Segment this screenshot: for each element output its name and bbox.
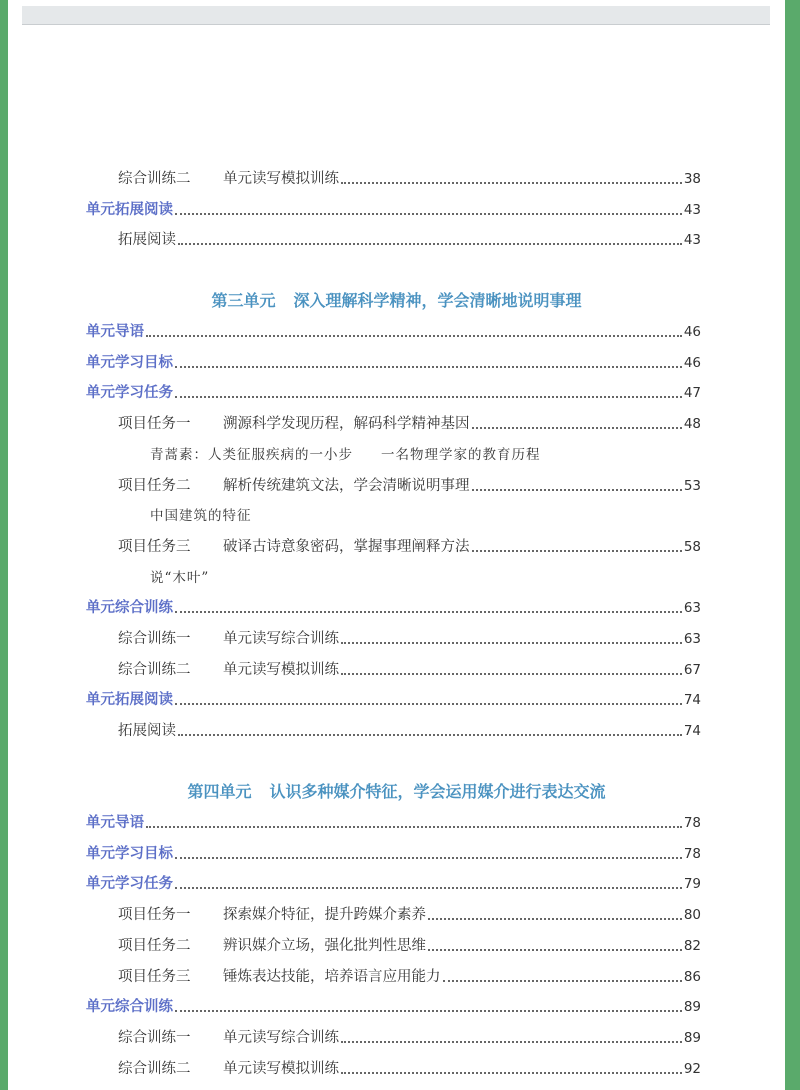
toc-entry[interactable] bbox=[86, 838, 701, 864]
toc-entry-label: 项目任务一 bbox=[118, 416, 191, 433]
toc-page-number: 46 bbox=[683, 354, 701, 371]
toc-page-number: 43 bbox=[683, 201, 701, 218]
toc-entry[interactable] bbox=[118, 623, 701, 649]
toc-entry[interactable] bbox=[118, 163, 701, 189]
toc-entry-label: 单元综合训练 bbox=[86, 998, 173, 1016]
toc-entry-label: 单元导语 bbox=[86, 323, 144, 340]
toc-text-list bbox=[150, 504, 280, 524]
toc-entry-label: 综合训练二 bbox=[118, 171, 191, 187]
toc-entry-label: 单元拓展阅读 bbox=[86, 200, 173, 218]
toc-entry-label: 单元综合训练 bbox=[86, 599, 173, 617]
toc-entry-title: 辨识媒介立场，强化批判性思维 bbox=[223, 937, 426, 954]
toc-entry-title: 单元读写模拟训练 bbox=[223, 661, 339, 678]
toc-entry-label: 单元学习任务 bbox=[86, 384, 173, 402]
toc-page-number: 80 bbox=[683, 907, 701, 924]
toc-entry-label: 项目任务三 bbox=[118, 968, 191, 985]
toc-page-number: 47 bbox=[683, 385, 701, 402]
toc-page-number: 53 bbox=[683, 477, 701, 494]
toc-entry[interactable] bbox=[86, 868, 701, 894]
dot-leader bbox=[175, 703, 682, 705]
toc-entry-label: 项目任务二 bbox=[118, 937, 191, 954]
toc-entry[interactable] bbox=[118, 224, 701, 250]
toc-entry[interactable] bbox=[118, 1022, 701, 1048]
toc-page-number: 92 bbox=[683, 1060, 701, 1077]
dot-leader bbox=[175, 887, 682, 889]
toc-page-number: 78 bbox=[683, 845, 701, 862]
toc-entry[interactable] bbox=[118, 531, 701, 557]
toc-page-number: 82 bbox=[683, 937, 701, 954]
toc-entry-title: 溯源科学发现历程，解码科学精神基因 bbox=[223, 416, 470, 433]
dot-leader bbox=[146, 335, 682, 337]
toc-page-number: 89 bbox=[683, 1029, 701, 1046]
dot-leader bbox=[146, 826, 682, 828]
dot-leader bbox=[341, 1072, 682, 1074]
dot-leader bbox=[178, 734, 682, 736]
toc-entry-label: 综合训练一 bbox=[118, 1029, 191, 1046]
toc-text-title[interactable]: 一名物理学家的教育历程 bbox=[381, 446, 541, 463]
toc-entry-label: 综合训练二 bbox=[118, 1060, 191, 1077]
toc-entry-label: 项目任务一 bbox=[118, 907, 191, 924]
unit-3-heading: 第三单元 bbox=[211, 291, 276, 310]
dot-leader bbox=[175, 366, 682, 368]
toc-page-number: 38 bbox=[683, 171, 701, 187]
toc-page-number: 74 bbox=[683, 723, 701, 740]
dot-leader bbox=[175, 611, 682, 613]
dot-leader bbox=[175, 213, 682, 215]
toc-entry-label: 单元学习目标 bbox=[86, 844, 173, 862]
dot-leader bbox=[472, 489, 682, 491]
toc-entry-label: 拓展阅读 bbox=[118, 723, 176, 740]
toc-entry-label: 单元学习任务 bbox=[86, 875, 173, 893]
dot-leader bbox=[341, 673, 682, 675]
toc-entry-label: 单元导语 bbox=[86, 814, 144, 831]
dot-leader bbox=[341, 642, 682, 644]
toc-entry-title: 单元读写综合训练 bbox=[223, 631, 339, 647]
dot-leader bbox=[341, 1041, 682, 1043]
dot-leader bbox=[341, 182, 682, 184]
toc-entry[interactable] bbox=[118, 654, 701, 680]
toc-entry-label: 拓展阅读 bbox=[118, 232, 176, 249]
toc-entry[interactable] bbox=[86, 316, 701, 342]
dot-leader bbox=[472, 427, 682, 429]
toc-page-number: 48 bbox=[683, 416, 701, 433]
toc-page-number: 78 bbox=[683, 815, 701, 831]
toc-text-title[interactable]: 中国建筑的特征 bbox=[150, 508, 252, 525]
toc-page-number: 46 bbox=[683, 324, 701, 340]
dot-leader bbox=[443, 980, 682, 982]
toc-page-number: 63 bbox=[683, 600, 701, 617]
toc-entry[interactable] bbox=[118, 899, 701, 925]
toc-entry-title: 单元读写综合训练 bbox=[223, 1029, 339, 1046]
toc-text-list bbox=[150, 566, 237, 586]
toc-page bbox=[8, 0, 785, 1090]
dot-leader bbox=[175, 857, 682, 859]
toc-text-title[interactable]: 说“木叶” bbox=[150, 569, 210, 586]
toc-entry-title: 单元读写模拟训练 bbox=[223, 1060, 339, 1077]
toc-page-number: 43 bbox=[683, 232, 701, 249]
toc-entry-label: 项目任务二 bbox=[118, 477, 191, 494]
toc-page-number: 89 bbox=[683, 999, 701, 1016]
dot-leader bbox=[428, 918, 682, 920]
toc-entry-title: 解析传统建筑文法，学会清晰说明事理 bbox=[223, 477, 470, 494]
toc-page-number: 79 bbox=[683, 876, 701, 893]
toc-entry[interactable] bbox=[118, 930, 701, 956]
toc-entry-label: 综合训练二 bbox=[118, 661, 191, 678]
toc-entry-title: 锤炼表达技能，培养语言应用能力 bbox=[223, 968, 441, 985]
toc-page-number: 58 bbox=[683, 538, 701, 555]
unit-3-subtitle: 深入理解科学精神，学会清晰地说明事理 bbox=[293, 291, 582, 310]
toc-page-number: 67 bbox=[683, 661, 701, 678]
toc-entry[interactable] bbox=[118, 1053, 701, 1079]
dot-leader bbox=[428, 949, 682, 951]
unit-3-title bbox=[8, 288, 785, 311]
toc-entry-title: 探索媒介特征，提升跨媒介素养 bbox=[223, 907, 426, 924]
dot-leader bbox=[175, 1010, 682, 1012]
toc-entry[interactable] bbox=[86, 347, 701, 373]
toc-entry[interactable] bbox=[118, 715, 701, 741]
toc-page-number: 63 bbox=[683, 631, 701, 647]
toc-entry-label: 项目任务三 bbox=[118, 538, 191, 555]
toc-entry[interactable] bbox=[86, 194, 701, 220]
toc-entry-title: 单元读写模拟训练 bbox=[223, 171, 339, 187]
toc-entry[interactable] bbox=[86, 991, 701, 1017]
unit-4-subtitle: 认识多种媒介特征，学会运用媒介进行表达交流 bbox=[269, 782, 606, 801]
toc-entry-label: 单元学习目标 bbox=[86, 353, 173, 371]
toc-entry[interactable] bbox=[118, 408, 701, 434]
dot-leader bbox=[472, 550, 682, 552]
toc-page-number: 74 bbox=[683, 692, 701, 709]
toc-text-list bbox=[150, 443, 569, 463]
unit-4-heading: 第四单元 bbox=[187, 782, 252, 801]
toc-entry[interactable] bbox=[86, 592, 701, 618]
toc-entry[interactable] bbox=[86, 684, 701, 710]
toc-entry-label: 综合训练一 bbox=[118, 631, 191, 647]
toc-text-title[interactable]: 青蒿素：人类征服疾病的一小步 bbox=[150, 446, 353, 463]
dot-leader bbox=[175, 396, 682, 398]
toc-entry[interactable] bbox=[86, 377, 701, 403]
toc-entry-title: 破译古诗意象密码，掌握事理阐释方法 bbox=[223, 538, 470, 555]
toc-page-number: 86 bbox=[683, 968, 701, 985]
toc-entry[interactable] bbox=[118, 470, 701, 496]
toc-entry-label: 单元拓展阅读 bbox=[86, 691, 173, 709]
toc-entry[interactable] bbox=[86, 807, 701, 833]
toc-entry[interactable] bbox=[118, 961, 701, 987]
top-header-bar bbox=[22, 6, 770, 25]
unit-4-title bbox=[8, 779, 785, 802]
dot-leader bbox=[178, 243, 682, 245]
